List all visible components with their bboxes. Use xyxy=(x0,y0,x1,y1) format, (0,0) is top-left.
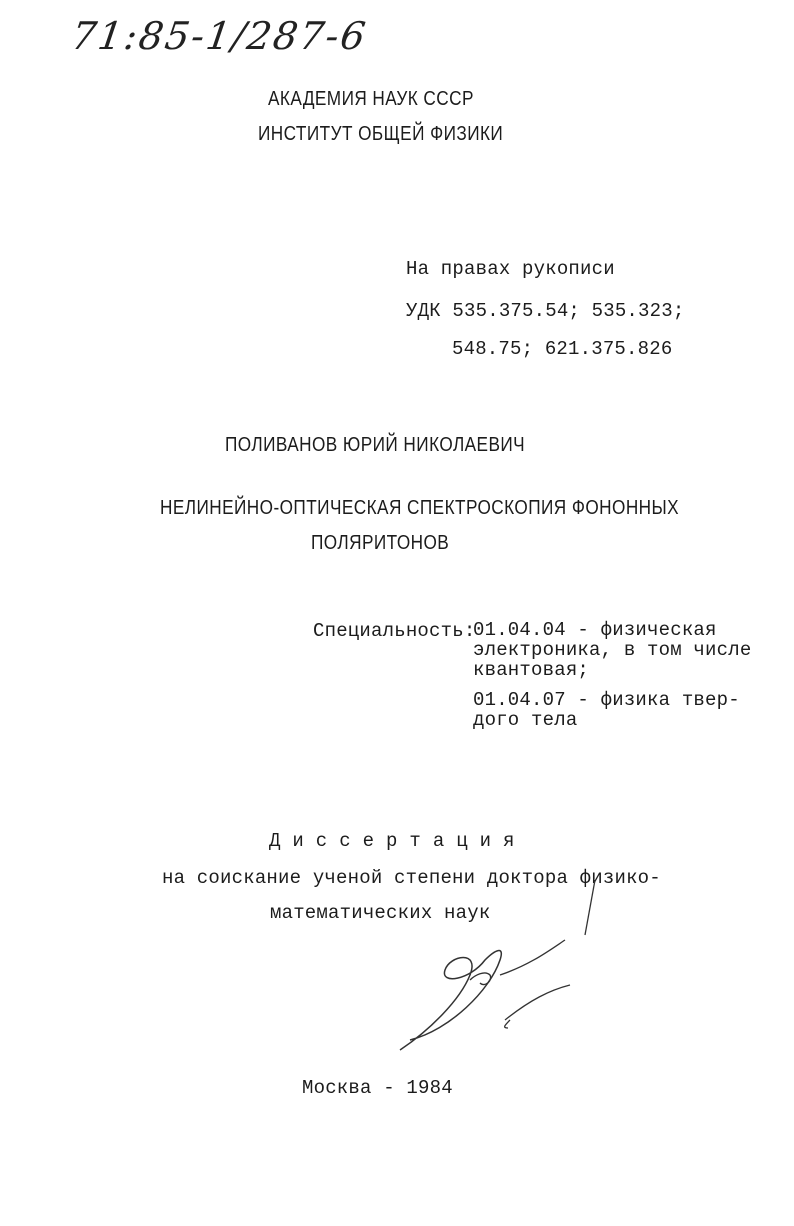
title-line-1: НЕЛИНЕЙНО-ОПТИЧЕСКАЯ СПЕКТРОСКОПИЯ ФОНОННЫХ xyxy=(160,497,680,519)
dissertation-line-1: на соискание ученой степени доктора физико- xyxy=(162,867,661,889)
specialty-item: 01.04.04 - физическая электроника, в том числе квантовая; xyxy=(473,619,752,681)
manuscript-note: На правах рукописи xyxy=(406,258,615,280)
specialty-item: 01.04.07 - физика твер- дого тела xyxy=(473,689,740,731)
author-name: ПОЛИВАНОВ ЮРИЙ НИКОЛАЕВИЧ xyxy=(225,434,526,456)
udc-line-1: УДК 535.375.54; 535.323; xyxy=(406,300,685,322)
place-year: Москва - 1984 xyxy=(302,1077,453,1099)
institute-heading: ИНСТИТУТ ОБЩЕЙ ФИЗИКИ xyxy=(258,123,504,145)
title-line-2: ПОЛЯРИТОНОВ xyxy=(311,532,450,554)
handwritten-signature xyxy=(390,880,630,1060)
specialty-label: Специальность: xyxy=(313,620,476,642)
academy-heading: АКАДЕМИЯ НАУК СССР xyxy=(268,88,474,110)
dissertation-heading: Диссертация xyxy=(269,830,527,852)
udc-line-2: 548.75; 621.375.826 xyxy=(452,338,673,360)
archive-number: 71:85-1/287-6 xyxy=(68,14,370,58)
dissertation-line-2: математических наук xyxy=(270,902,491,924)
